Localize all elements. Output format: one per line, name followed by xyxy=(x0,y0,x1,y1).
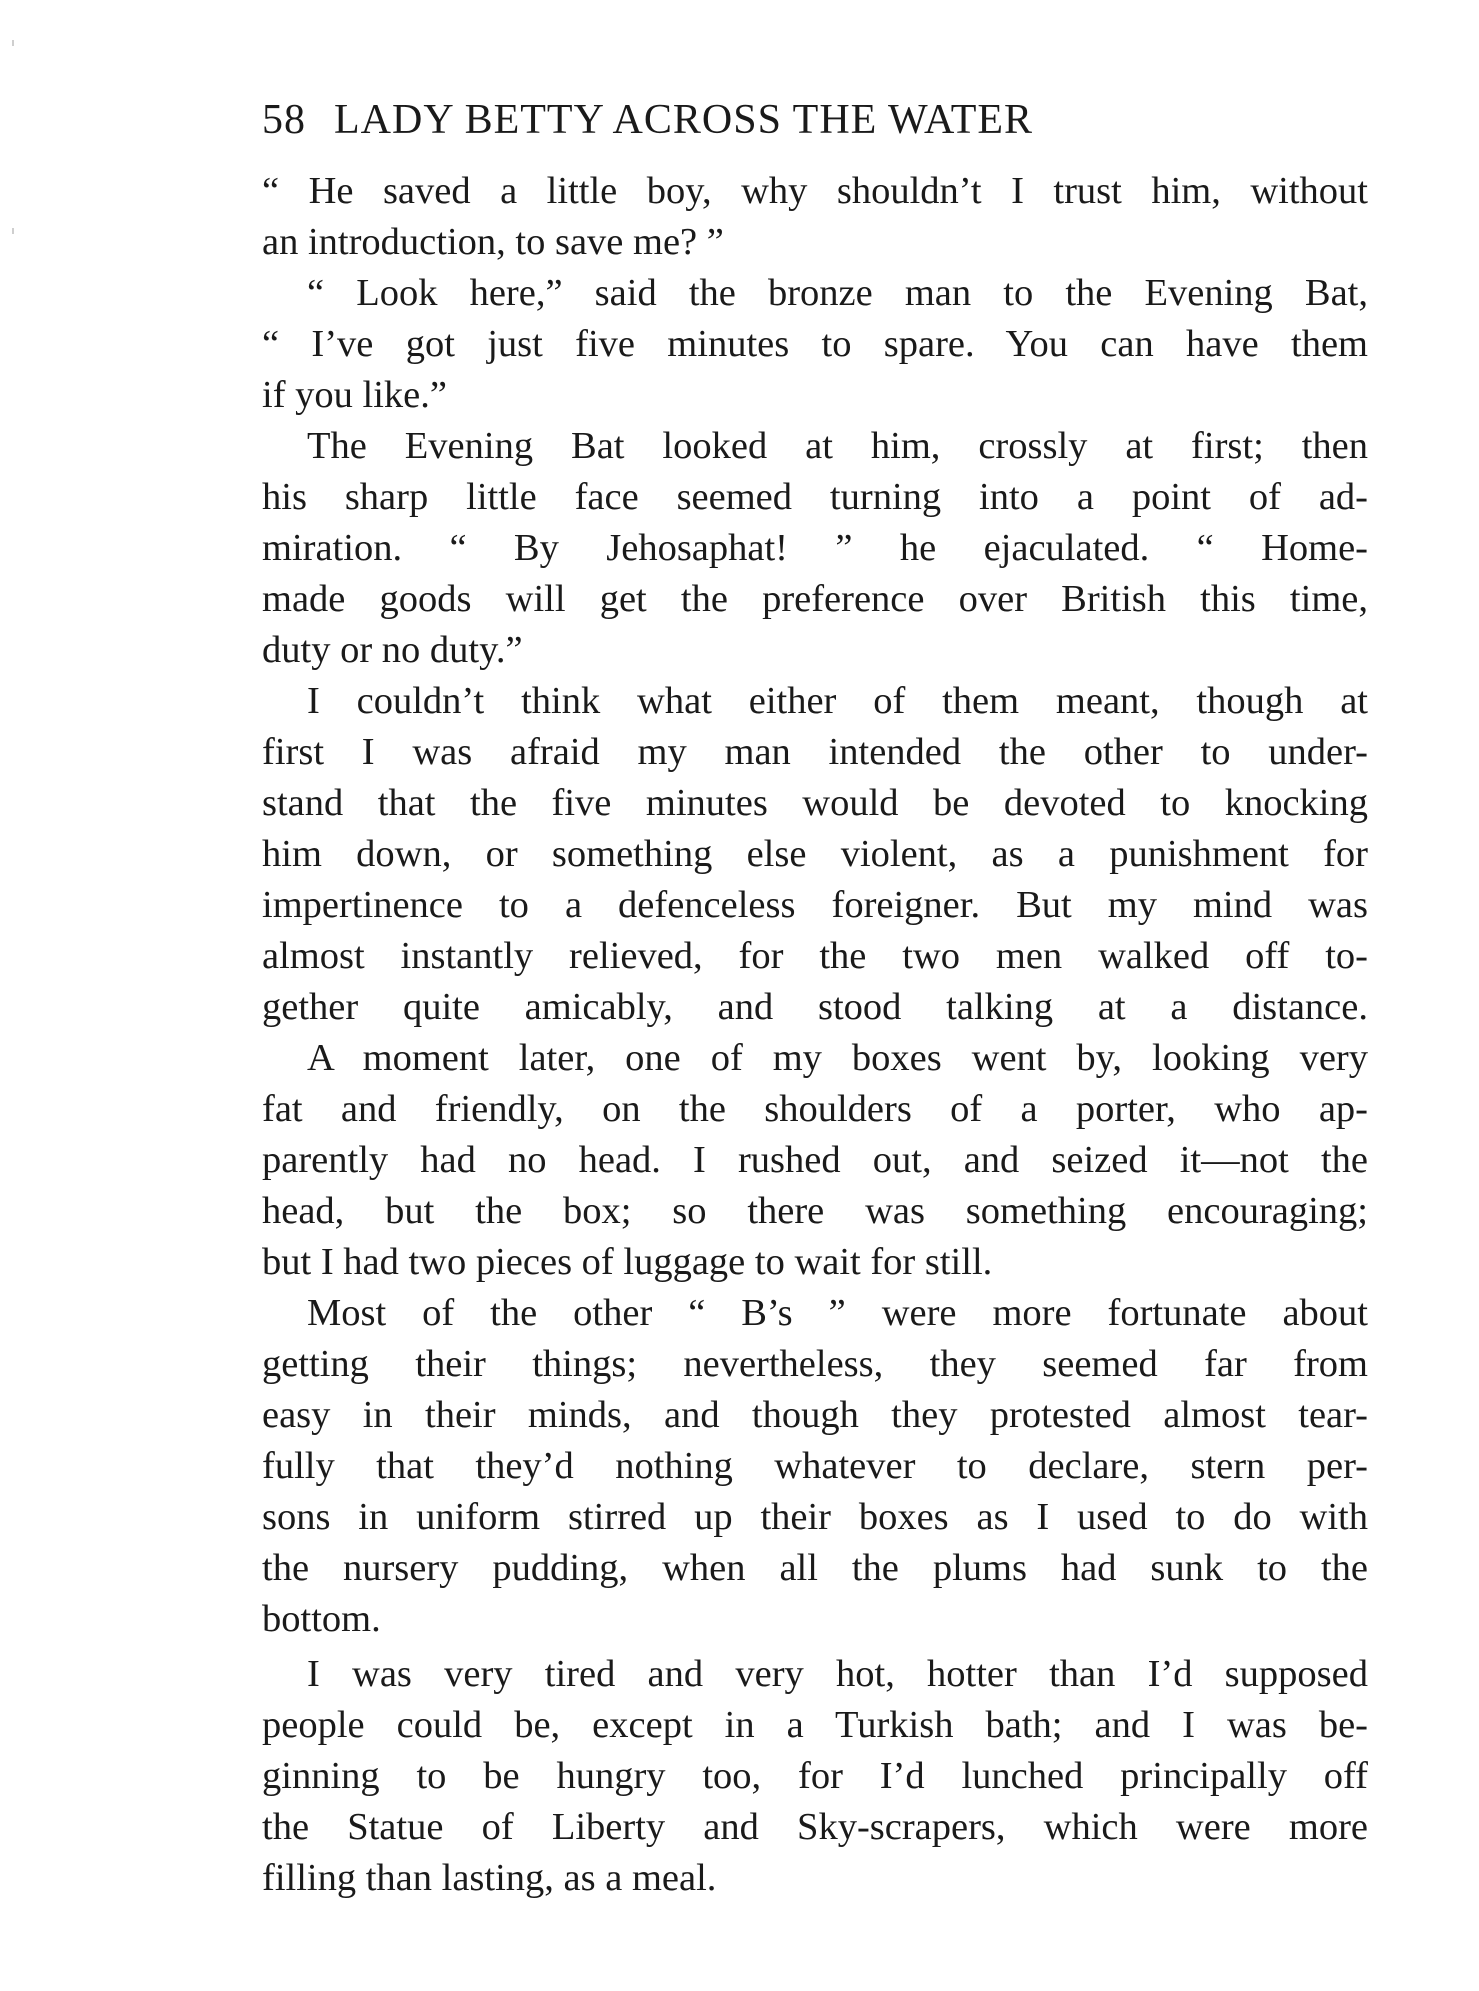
body-text xyxy=(262,166,1368,1904)
text-line: Most of the other “ B’s ” were more fortunate about xyxy=(307,1292,1368,1334)
text-line: stand that the five minutes would be devoted to knocking xyxy=(262,782,1368,824)
text-line: the nursery pudding, when all the plums had sunk to the xyxy=(262,1547,1368,1589)
margin-scan-mark xyxy=(12,40,14,46)
text-line: gether quite amicably, and stood talking at a distance. xyxy=(262,986,1368,1028)
text-line: “ I’ve got just five minutes to spare. You can have them xyxy=(262,323,1368,365)
text-line: fat and friendly, on the shoulders of a porter, who ap- xyxy=(262,1088,1368,1130)
text-line: “ Look here,” said the bronze man to the Evening Bat, xyxy=(307,272,1368,314)
text-line: I was very tired and very hot, hotter than I’d supposed xyxy=(307,1653,1368,1695)
text-line: head, but the box; so there was something encouraging; xyxy=(262,1190,1368,1232)
text-line: first I was afraid my man intended the other to under- xyxy=(262,731,1368,773)
text-line: ginning to be hungry too, for I’d lunched principally off xyxy=(262,1755,1368,1797)
text-line: but I had two pieces of luggage to wait for still. xyxy=(262,1241,993,1283)
paragraph xyxy=(262,676,1368,1033)
text-line: easy in their minds, and though they protested almost tear- xyxy=(262,1394,1368,1436)
text-line: “ He saved a little boy, why shouldn’t I trust him, without xyxy=(262,170,1368,212)
text-line: duty or no duty.” xyxy=(262,629,523,671)
text-line: The Evening Bat looked at him, crossly at first; then xyxy=(307,425,1368,467)
paragraph xyxy=(262,1288,1368,1645)
text-line: him down, or something else violent, as a punishment for xyxy=(262,833,1368,875)
paragraph xyxy=(262,1033,1368,1288)
text-line: almost instantly relieved, for the two men walked off to- xyxy=(262,935,1368,977)
text-line: parently had no head. I rushed out, and seized it—not the xyxy=(262,1139,1368,1181)
text-line: I couldn’t think what either of them meant, though at xyxy=(307,680,1368,722)
text-line: the Statue of Liberty and Sky-scrapers, which were more xyxy=(262,1806,1368,1848)
text-line: sons in uniform stirred up their boxes as I used to do with xyxy=(262,1496,1368,1538)
text-line: bottom. xyxy=(262,1598,381,1640)
text-line: an introduction, to save me? ” xyxy=(262,221,724,263)
paragraph xyxy=(262,421,1368,676)
running-title: LADY BETTY ACROSS THE WATER xyxy=(334,97,1034,143)
paragraph xyxy=(262,1649,1368,1904)
text-line: people could be, except in a Turkish bath; and I was be- xyxy=(262,1704,1368,1746)
paragraph xyxy=(262,268,1368,421)
text-line: getting their things; nevertheless, they seemed far from xyxy=(262,1343,1368,1385)
text-line: fully that they’d nothing whatever to declare, stern per- xyxy=(262,1445,1368,1487)
paragraph xyxy=(262,166,1368,268)
running-header xyxy=(262,96,1262,156)
text-line: miration. “ By Jehosaphat! ” he ejaculated. “ Home- xyxy=(262,527,1368,569)
page-number: 58 xyxy=(262,97,306,143)
text-line: if you like.” xyxy=(262,374,447,416)
text-line: his sharp little face seemed turning into a point of ad- xyxy=(262,476,1368,518)
text-line: made goods will get the preference over British this time, xyxy=(262,578,1368,620)
text-line: A moment later, one of my boxes went by, looking very xyxy=(307,1037,1368,1079)
text-line: impertinence to a defenceless foreigner. But my mind was xyxy=(262,884,1368,926)
margin-scan-mark xyxy=(12,228,14,234)
text-line: filling than lasting, as a meal. xyxy=(262,1857,717,1899)
